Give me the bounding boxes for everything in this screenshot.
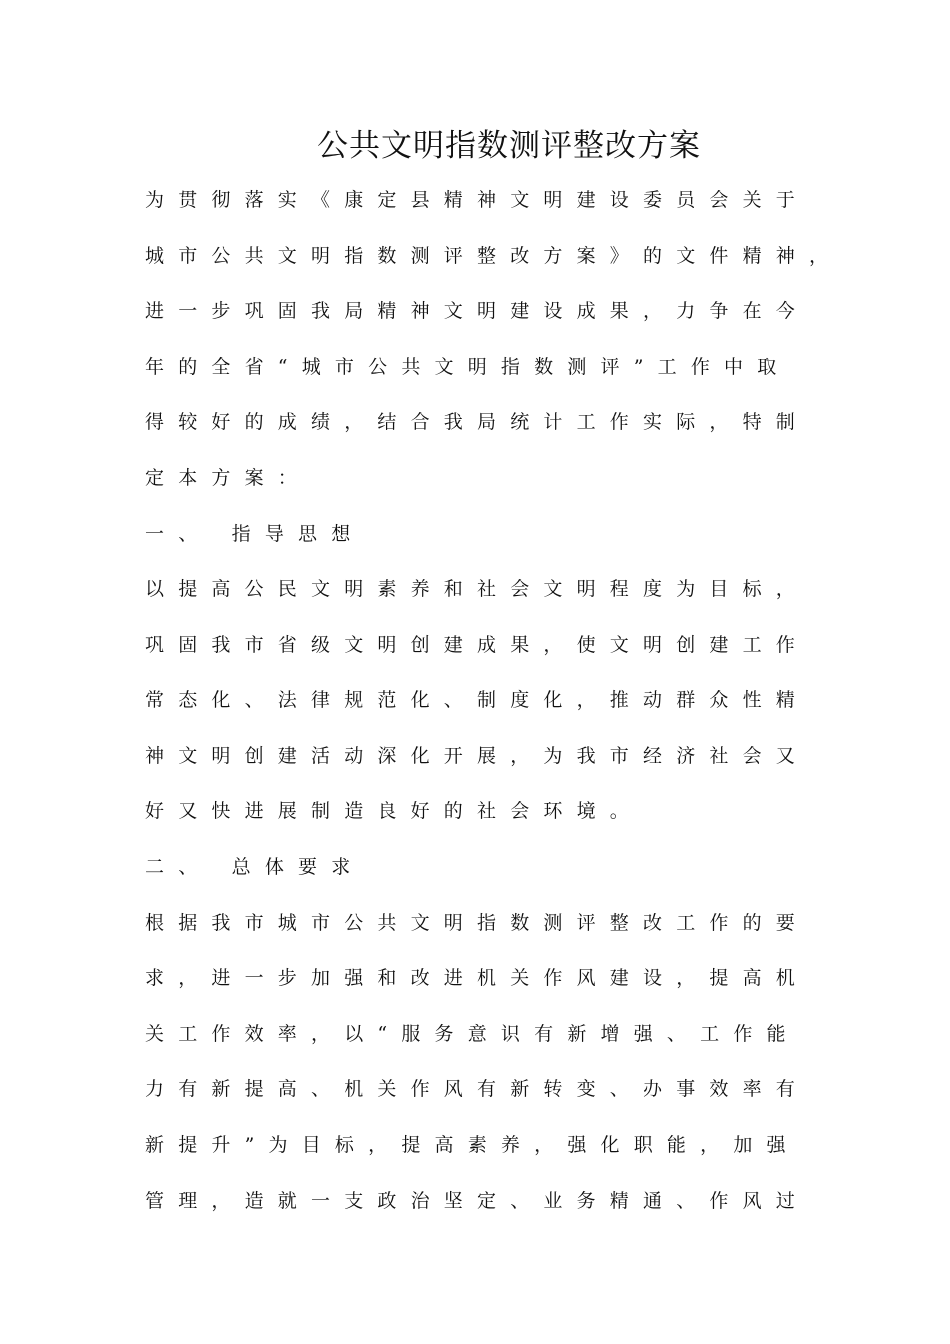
body-line: 求，进一步加强和改进机关作风建设，提高机 [145,967,810,989]
body-line: 巩固我市省级文明创建成果，使文明创建工作 [145,634,810,656]
body-line: 根据我市城市公共文明指数测评整改工作的要 [145,912,810,934]
body-line: 城市公共文明指数测评整改方案》的文件精神， [145,245,843,267]
body-line: 定本方案： [145,467,312,489]
body-line: 得较好的成绩，结合我局统计工作实际，特制 [145,411,810,433]
body-line: 进一步巩固我局精神文明建设成果，力争在今 [145,300,810,322]
body-line: 新提升”为目标，提高素养，强化职能，加强 [145,1134,800,1156]
body-line: 为贯彻落实《康定县精神文明建设委员会关于 [145,189,810,211]
section-heading-general-requirements: 二、 总体要求 [145,856,365,878]
body-line: 好又快进展制造良好的社会环境。 [145,800,644,822]
body-line: 神文明创建活动深化开展，为我市经济社会又 [145,745,810,767]
document-title: 公共文明指数测评整改方案 [317,128,701,164]
body-line: 力有新提高、机关作风有新转变、办事效率有 [145,1078,810,1100]
body-line: 年的全省“城市公共文明指数测评”工作中取 [145,356,791,378]
section-heading-guiding-ideology: 一、 指导思想 [145,523,365,545]
body-line: 关工作效率，以“服务意识有新增强、工作能 [145,1023,800,1045]
body-line: 管理，造就一支政治坚定、业务精通、作风过 [145,1190,810,1212]
body-line: 常态化、法律规范化、制度化，推动群众性精 [145,689,810,711]
body-line: 以提高公民文明素养和社会文明程度为目标， [145,578,810,600]
